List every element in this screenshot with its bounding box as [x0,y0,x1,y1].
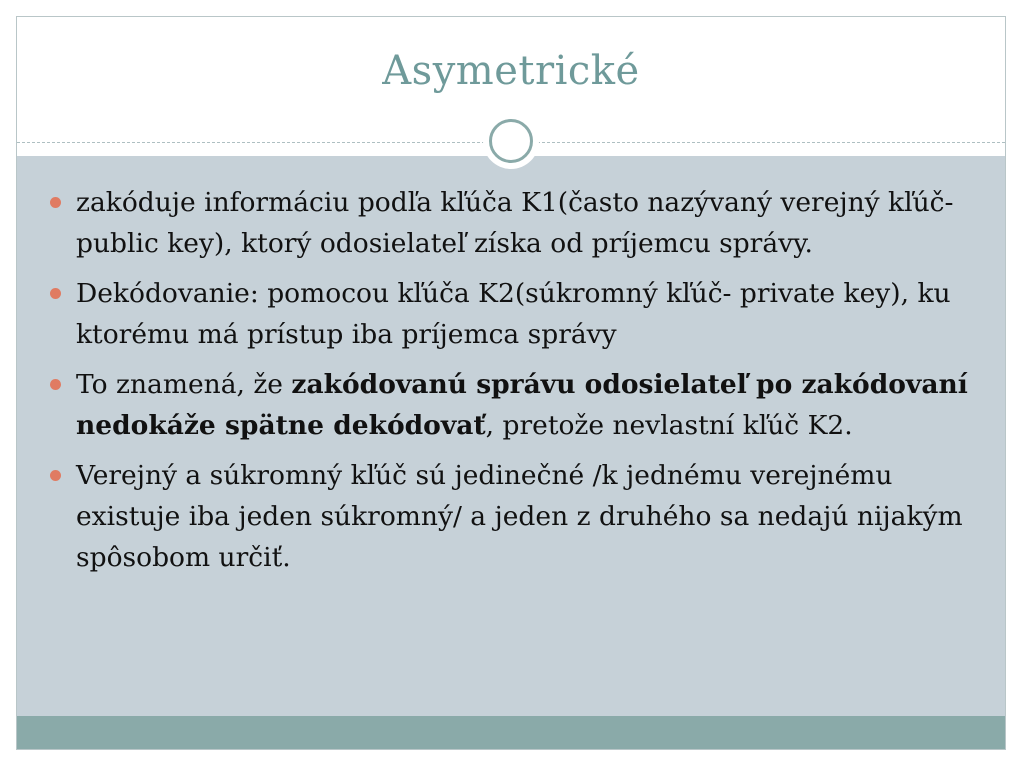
slide-title: Asymetrické [382,48,640,94]
bullet-dot-icon [50,379,61,390]
bullet-dot-icon [50,470,61,481]
bullet-text: Verejný a súkromný kľúč sú jedinečné /k jednému verejnému existuje iba jeden súkromný/ a jeden z druhého sa nedajú nijakým spôsobom určiť. [76,460,963,573]
divider-circle-inner [489,119,533,163]
bullet-text: zakóduje informáciu podľa kľúča K1(často nazývaný verejný kľúč- public key), ktorý odosielateľ získa od príjemcu správy. [76,187,954,259]
bullet-item [48,364,978,446]
footer-bar [17,716,1005,749]
bullet-item [48,273,978,355]
bullet-dot-icon [50,197,61,208]
bullet-dot-icon [50,288,61,299]
bullet-text-post: , pretože nevlastní kľúč K2. [485,410,853,441]
bullet-item [48,182,978,264]
bullet-list [48,182,978,587]
divider-circle-icon [483,113,539,169]
bullet-text: Dekódovanie: pomocou kľúča K2(súkromný kľúč- private key), ku ktorému má prístup iba príjemca správy [76,278,951,350]
bullet-text-bold: zakódovanú správu odosielateľ po zakódovaní nedokáže spätne dekódovať [76,369,968,441]
bullet-item [48,455,978,578]
bullet-text-pre: To znamená, že [76,369,292,400]
